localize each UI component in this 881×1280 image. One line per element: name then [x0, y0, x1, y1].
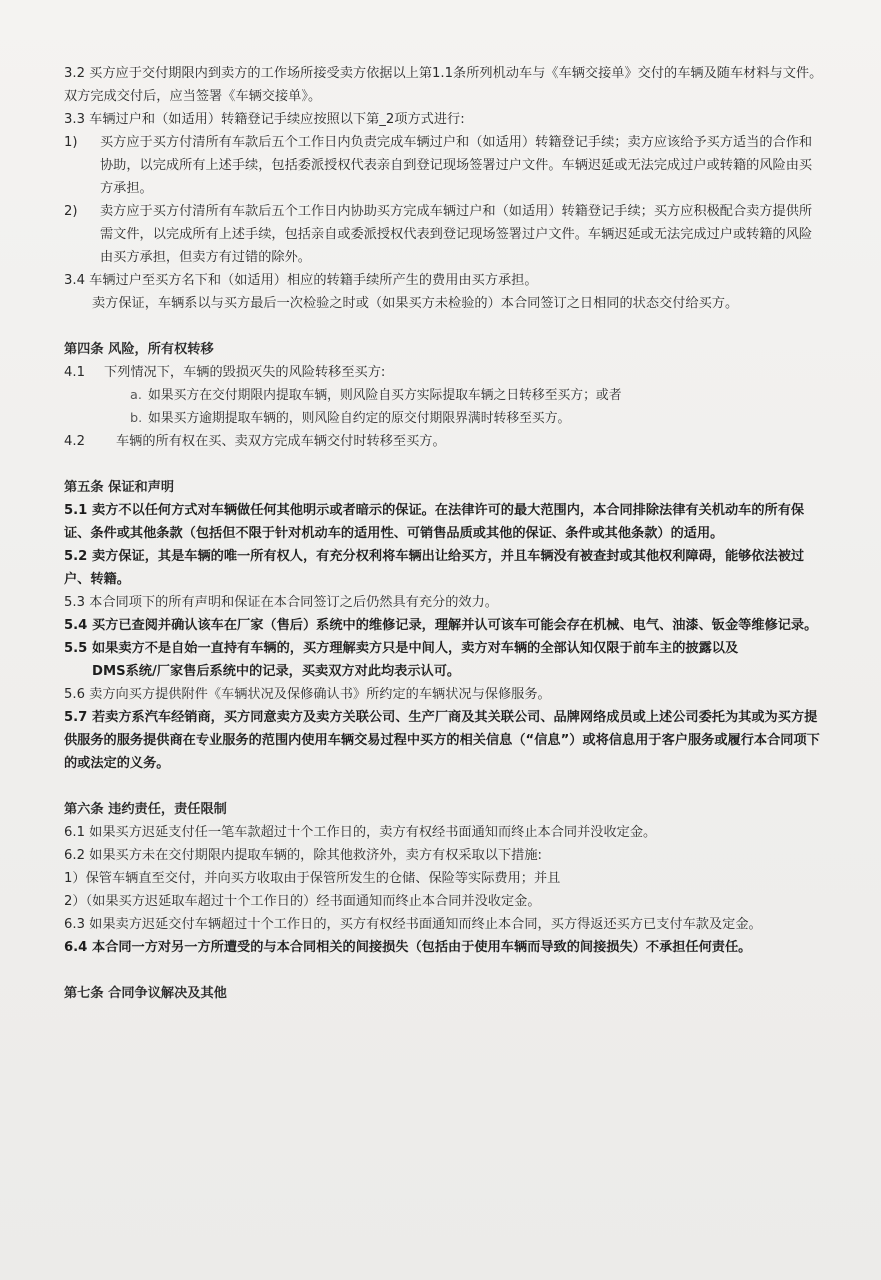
clause-number: 4.1: [64, 365, 85, 380]
clause-5-5-line-1: 5.5 如果卖方不是自始一直持有车辆的，买方理解卖方只是中间人，卖方对车辆的全部认知仅限于前车主的披露以及: [64, 641, 739, 656]
clause-6-1: 6.1 如果买方迟延支付任一笔车款超过十个工作日的，卖方有权经书面通知而终止本合同并没收定金。: [64, 825, 657, 840]
section-7-title: 第七条 合同争议解决及其他: [64, 986, 227, 1001]
clause-3-5: 卖方保证，车辆系以与买方最后一次检验之时或（如果买方未检验的）本合同签订之日相同的状态交付给买方。: [92, 296, 739, 311]
clause-6-4: 6.4 本合同一方对另一方所遭受的与本合同相关的间接损失（包括由于使用车辆而导致的间接损失）不承担任何责任。: [64, 940, 752, 955]
clause-4-1-a: [64, 384, 824, 407]
clause-5-7: 5.7 若卖方系汽车经销商，买方同意卖方及卖方关联公司、生产厂商及其关联公司、品牌网络成员或上述公司委托为其或为买方提供服务的服务提供商在专业服务的范围内使用车辆交易过程中买方的相关信息（“信息”）或将信息用于客户服务或履行本合同项下的或法定的义务。: [64, 710, 820, 771]
sub-text: 如果买方逾期提取车辆的，则风险自约定的原交付期限界满时转移至买方。: [148, 411, 571, 426]
clause-4-1-b: [64, 407, 824, 430]
clause-number: 4.2: [64, 434, 85, 449]
option-number: 2): [64, 204, 78, 219]
clause-6-2-item-2: 2）（如果买方迟延取车超过十个工作日的）经书面通知而终止本合同并没收定金。: [64, 894, 541, 909]
clause-3-3: 3.3 车辆过户和（如适用）转籍登记手续应按照以下第_2项方式进行:: [64, 112, 465, 127]
section-4-title: 第四条 风险，所有权转移: [64, 342, 214, 357]
clause-text: 下列情况下，车辆的毁损灭失的风险转移至买方:: [104, 365, 386, 380]
clause-3-3-option-1: [64, 131, 824, 200]
clause-3-2: 3.2 买方应于交付期限内到卖方的工作场所接受卖方依据以上第1.1条所列机动车与《车辆交接单》交付的车辆及随车材料与文件。双方完成交付后，应当签署《车辆交接单》。: [64, 66, 823, 104]
clause-5-6: 5.6 卖方向买方提供附件《车辆状况及保修确认书》所约定的车辆状况与保修服务。: [64, 687, 551, 702]
option-text: 卖方应于买方付清所有车款后五个工作日内协助买方完成车辆过户和（如适用）转籍登记手续；买方应积极配合卖方提供所需文件，以完成所有上述手续，包括亲自或委派授权代表到登记现场签署过户文件。车辆迟延或无法完成过户或转籍的风险由买方承担，但卖方有过错的除外。: [100, 204, 813, 265]
option-number: 1): [64, 135, 78, 150]
clause-5-2: 5.2 卖方保证，其是车辆的唯一所有权人，有充分权利将车辆出让给买方，并且车辆没有被查封或其他权利障碍，能够依法被过户、转籍。: [64, 549, 805, 587]
clause-3-4: 3.4 车辆过户至买方名下和（如适用）相应的转籍手续所产生的费用由买方承担。: [64, 273, 538, 288]
option-text: 买方应于买方付清所有车款后五个工作日内负责完成车辆过户和（如适用）转籍登记手续；卖方应该给予买方适当的合作和协助，以完成所有上述手续，包括委派授权代表亲自到登记现场签署过户文件。车辆迟延或无法完成过户或转籍的风险由买方承担。: [100, 135, 813, 196]
section-5-title: 第五条 保证和声明: [64, 480, 175, 495]
clause-6-2: 6.2 如果买方未在交付期限内提取车辆的，除其他救济外，卖方有权采取以下措施:: [64, 848, 542, 863]
section-6-title: 第六条 违约责任，责任限制: [64, 802, 227, 817]
clause-4-1: [64, 361, 824, 384]
clause-4-2: [64, 430, 824, 453]
clause-5-3: 5.3 本合同项下的所有声明和保证在本合同签订之后仍然具有充分的效力。: [64, 595, 498, 610]
clause-text: 车辆的所有权在买、卖双方完成车辆交付时转移至买方。: [116, 434, 446, 449]
clause-3-3-option-2: [64, 200, 824, 269]
sub-text: 如果买方在交付期限内提取车辆，则风险自买方实际提取车辆之日转移至买方；或者: [148, 388, 622, 403]
contract-body: [64, 62, 824, 1005]
sub-letter: a.: [130, 388, 142, 403]
clause-6-3: 6.3 如果卖方迟延交付车辆超过十个工作日的，买方有权经书面通知而终止本合同，买方得返还买方已支付车款及定金。: [64, 917, 762, 932]
clause-6-2-item-1: 1）保管车辆直至交付，并向买方收取由于保管所发生的仓储、保险等实际费用；并且: [64, 871, 561, 886]
clause-5-4: 5.4 买方已查阅并确认该车在厂家（售后）系统中的维修记录，理解并认可该车可能会存在机械、电气、油漆、钣金等维修记录。: [64, 618, 818, 633]
clause-5-5-line-2: DMS系统/厂家售后系统中的记录，买卖双方对此均表示认可。: [92, 664, 461, 679]
clause-5-1: 5.1 卖方不以任何方式对车辆做任何其他明示或者暗示的保证。在法律许可的最大范围内，本合同排除法律有关机动车的所有保证、条件或其他条款（包括但不限于针对机动车的适用性、可销售品质或其他的保证、条件或其他条款）的适用。: [64, 503, 805, 541]
sub-letter: b.: [130, 411, 143, 426]
